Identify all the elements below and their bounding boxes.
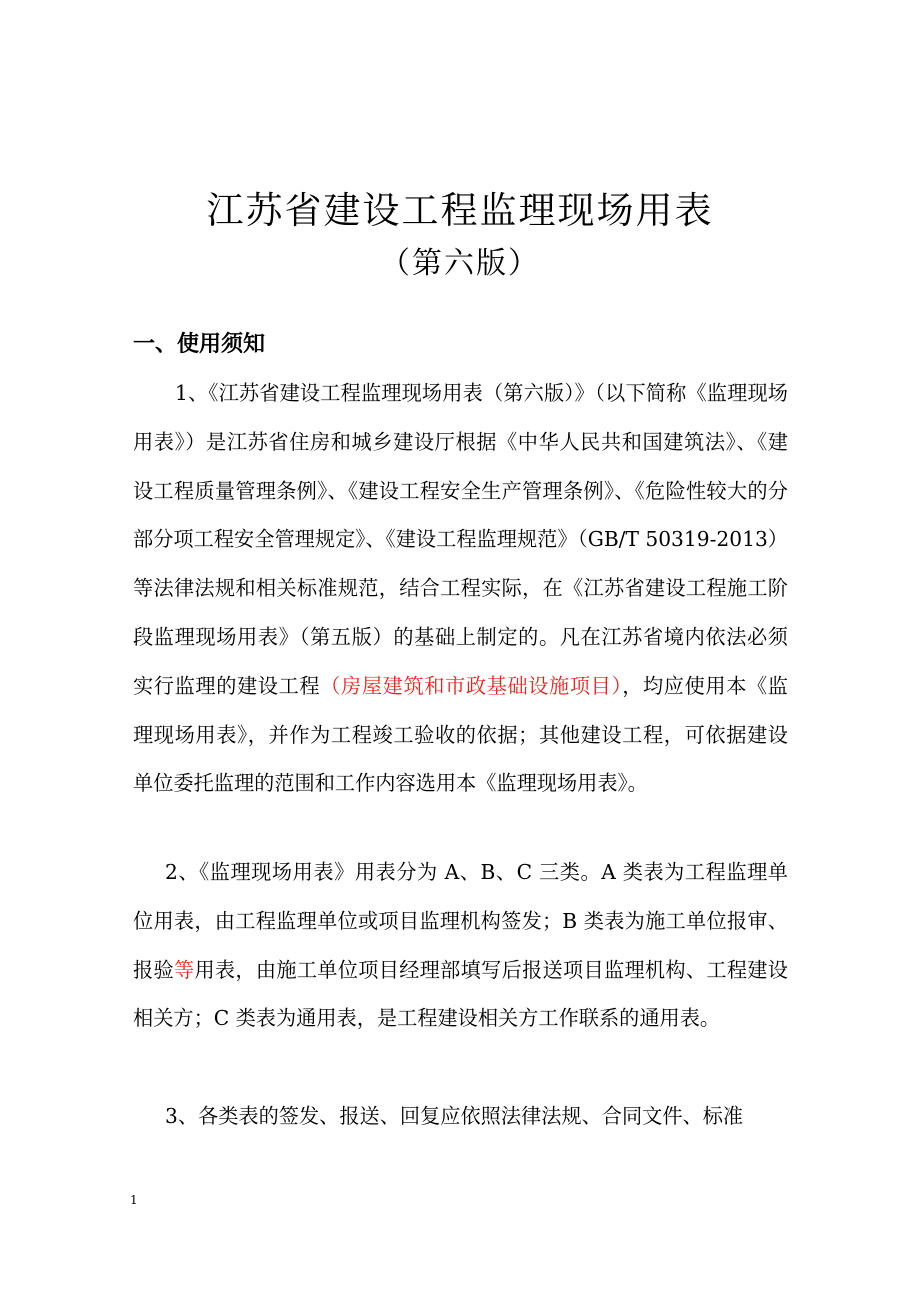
page-number: 1 <box>130 1193 138 1207</box>
paragraph-1-highlight: （房屋建筑和市政基础设施项目） <box>320 673 623 698</box>
paragraph-3 <box>133 1092 788 1141</box>
paragraph-3-text: 3、各类表的签发、报送、回复应依照法律法规、合同文件、标准 <box>165 1104 744 1128</box>
paragraph-2-text-b: 用表，由施工单位项目经理部填写后报送项目监理机构、工程建设相关方；C 类表为通用表，是工程建设相关方工作联系的通用表。 <box>133 957 788 1031</box>
paragraph-1-text-a: 1、《江苏省建设工程监理现场用表（第六版）》（以下简称《监理现场用表》）是江苏省住房和城乡建设厅根据《中华人民共和国建筑法》、《建设工程质量管理条例》、《建设工程安全生产管理条例》、《危险性较大的分部分项工程安全管理规定》、《建设工程监理规范》（GB/T 50319-2013）等法律法规和相关标准规范，结合工程实际，在《江苏省建设工程施工阶段监理现场用表》（第五版）的基础上制定的。凡在江苏省境内依法必须实行监理的建设工程 <box>133 381 788 698</box>
section-heading: 一、使用须知 <box>133 332 266 357</box>
paragraph-1 <box>133 369 788 808</box>
paragraph-1-text-b: ，均应使用本《监理现场用表》，并作为工程竣工验收的依据；其他建设工程，可依据建设单位委托监理的范围和工作内容选用本《监理现场用表》。 <box>133 673 788 796</box>
paragraph-2 <box>133 848 788 1043</box>
document-title: 江苏省建设工程监理现场用表 <box>206 189 714 232</box>
document-subtitle: （第六版） <box>380 246 540 281</box>
paragraph-2-text-a: 2、《监理现场用表》用表分为 A、B、C 三类。A 类表为工程监理单位用表，由工程监理单位或项目监理机构签发；B 类表为施工单位报审、报验 <box>133 860 788 982</box>
paragraph-2-highlight: 等 <box>173 957 195 982</box>
